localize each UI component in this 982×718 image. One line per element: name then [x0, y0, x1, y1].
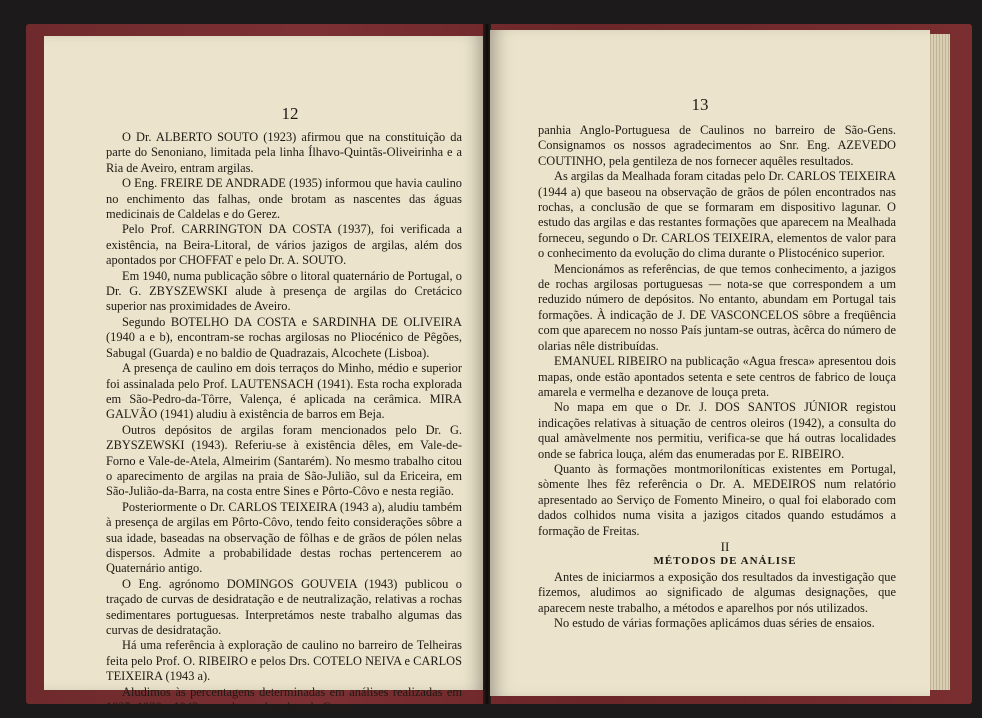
right-page-text [538, 123, 896, 631]
paragraph: Segundo BOTELHO DA COSTA e SARDINHA DE OLIVEIRA (1940 a e b), encontram-se rochas argilosas no Pliocénico de Pêgões, Sabugal (Guarda) e no baldio de Quadrazais, Alcochete (Lisboa). [106, 314, 462, 360]
paragraph: O Eng. agrónomo DOMINGOS GOUVEIA (1943) publicou o traçado de curvas de desidratação e de neutralização, relativas a rochas sedimentares portuguesas. Interpretámos neste trabalho algumas das curvas de desidratação. [106, 576, 462, 637]
paragraph: A presença de caulino em dois terraços do Minho, médio e superior foi assinalada pelo Prof. LAUTENSACH (1941). Esta rocha explorada em São-Pedro-da-Tôrre, Valença, é aplicada na cerâmica. MIRA GALVÃO (1941) aludiu à existência de barros em Beja. [106, 361, 462, 422]
page-edges [928, 34, 950, 690]
page-number: 13 [691, 95, 709, 114]
section-title: MÉTODOS DE ANÁLISE [653, 555, 797, 568]
paragraph: Pelo Prof. CARRINGTON DA COSTA (1937), foi verificada a existência, na Beira-Litoral, de vários jazigos de argilas, além dos apontados por CHOFFAT e pelo Dr. A. SOUTO. [106, 222, 462, 268]
left-page [44, 36, 484, 715]
paragraph: Quanto às formações montmoriloníticas existentes em Portugal, sòmente lhes fêz referência o Dr. A. MEDEIROS num relatório apresentado ao Serviço de Fomento Mineiro, o qual foi elaborado com dados colhidos numa visita a jazigos citados quando estudámos a formação de Freitas. [538, 461, 896, 538]
paragraph: Aludimos às percentagens determinadas em análises realizadas em 1935, 1939 e 1943 na rocha explorada pela Com- [106, 684, 462, 715]
paragraph: As argilas da Mealhada foram citadas pelo Dr. CARLOS TEIXEIRA (1944 a) que baseou na observação de grãos de pólen encontrados nas rochas, a conclusão de que se formaram em dispositivo lagunar. O estudo das argilas e das restantes formações que aparecem na Mealhada forneceu, segundo o Dr. CARLOS TEIXEIRA, elementos de valor para o conhecimento da evolução do clima durante o Plistocénico superior. [538, 169, 896, 261]
paragraph: Há uma referência à exploração de caulino no barreiro de Telheiras feita pelo Prof. O. RIBEIRO e pelos Drs. COTELO NEIVA e CARLOS TEIXEIRA (1943 a). [106, 638, 462, 684]
paragraph: panhia Anglo-Portuguesa de Caulinos no barreiro de São-Gens. Consignamos os nossos agradecimentos ao Snr. Eng. AZEVEDO COUTINHO, pela gentileza de nos fornecer aquêles resultados. [538, 123, 896, 168]
paragraph: Outros depósitos de argilas foram mencionados pelo Dr. G. ZBYSZEWSKI (1943). Referiu-se à existência dêles, em Vale-de-Forno e Vale-de-Atela, Almeirim (Santarém). No mesmo trabalho citou o aparecimento de argilas na praia de São-Julião, sul da Ericeira, em São-Julião-da-Barra, na costa entre Sines e Pôrto-Côvo e nesta região. [106, 422, 462, 499]
left-page-text [106, 130, 462, 715]
right-page [490, 30, 930, 696]
page-number: 12 [281, 104, 299, 123]
paragraph: O Eng. FREIRE DE ANDRADE (1935) informou que havia caulino no enchimento das falhas, onde brotam as nascentes das águas medicinais de Caldelas e do Gerez. [106, 176, 462, 222]
section-number: II [720, 538, 730, 554]
paragraph: EMANUEL RIBEIRO na publicação «Agua fresca» apresentou dois mapas, onde estão apontados setenta e sete centros de fabrico de louça amarela e vermelha e dezanove de louça preta. [538, 354, 896, 399]
paragraph: Mencionámos as referências, de que temos conhecimento, a jazigos de rochas argilosas portuguesas — nota-se que correspondem a um reduzido número de depósitos. No entanto, abundam em Portugal tais formações. À indicação de J. DE VASCONCELOS sôbre a freqüência com que aparecem no nosso País juntam-se outras, àcêrca do número de olarias nêle distribuídas. [538, 261, 896, 353]
paragraph: Antes de iniciarmos a exposição dos resultados da investigação que fizemos, aludimos ao significado de algumas designações, que aparecem neste trabalho, a métodos e aparelhos por nós utilizados. [538, 569, 896, 615]
paragraph: No mapa em que o Dr. J. DOS SANTOS JÚNIOR registou indicações relativas à situação de centros oleiros (1942), a consulta do qual amàvelmente nos permitiu, verifica-se que há outras localidades onde se fabrica louça, além das enumeradas por E. RIBEIRO. [538, 400, 896, 461]
paragraph: O Dr. ALBERTO SOUTO (1923) afirmou que na constituição da parte do Senoniano, limitada pela linha Ílhavo-Quintãs-Oliveirinha e a Ria de Aveiro, entram argilas. [106, 130, 462, 175]
paragraph: Em 1940, numa publicação sôbre o litoral quaternário de Portugal, o Dr. G. ZBYSZEWSKI alude à presença de argilas do Cretácico superior nas proximidades de Aveiro. [106, 268, 462, 314]
paragraph: Posteriormente o Dr. CARLOS TEIXEIRA (1943 a), aludiu também à presença de argilas em Pôrto-Côvo, tendo feito considerações sôbre a sua idade, baseadas na observação de fôlhas e de grãos de pólen nelas dispersos. Admite a probabilidade destas rochas pertencerem ao Quaternário antigo. [106, 499, 462, 576]
paragraph: No estudo de várias formações aplicámos duas séries de ensaios. [554, 616, 875, 630]
